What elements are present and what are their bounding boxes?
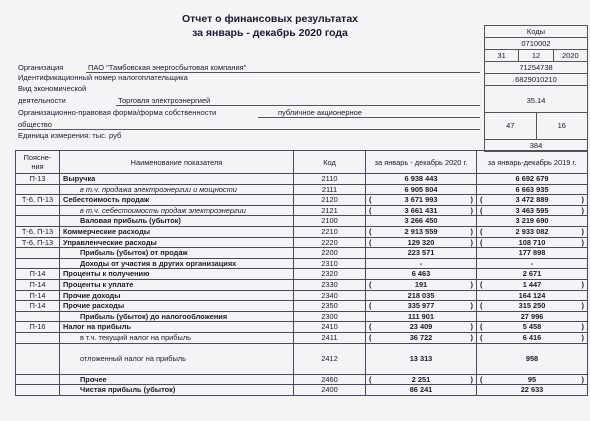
bracket-close: ) bbox=[470, 279, 473, 289]
row-value-2020 bbox=[366, 205, 477, 216]
value-text: - bbox=[530, 258, 534, 268]
row-code: 2111 bbox=[294, 184, 366, 195]
table-row bbox=[16, 226, 588, 237]
value-text: 27 996 bbox=[520, 311, 544, 321]
value-text: 3 661 431 bbox=[404, 205, 438, 215]
row-code: 2210 bbox=[294, 226, 366, 237]
value-text: 315 250 bbox=[518, 301, 546, 311]
row-value-2020 bbox=[366, 237, 477, 248]
row-value-2020 bbox=[366, 374, 477, 385]
row-value-2020 bbox=[366, 290, 477, 301]
code-okopf: 47 bbox=[485, 113, 537, 139]
row-name: Прибыль (убыток) от продаж bbox=[60, 248, 294, 259]
row-value-2019 bbox=[477, 248, 588, 259]
value-text: 129 320 bbox=[407, 237, 435, 247]
activity-label-1: Вид экономической bbox=[18, 84, 87, 93]
row-code: 2300 bbox=[294, 311, 366, 322]
table-row bbox=[16, 258, 588, 269]
value-text: 6 905 804 bbox=[404, 184, 438, 194]
row-value-2019 bbox=[477, 195, 588, 206]
title-line-1: Отчет о финансовых результатах bbox=[181, 13, 358, 25]
row-name: в т.ч. себестоимость продаж электроэнергии bbox=[60, 205, 294, 216]
row-value-2019 bbox=[477, 269, 588, 280]
row-value-2019 bbox=[477, 301, 588, 312]
value-text: 86 241 bbox=[409, 385, 433, 395]
value-text: 2 671 bbox=[522, 269, 542, 279]
bracket-open: ( bbox=[369, 195, 372, 205]
header-previous-period: за январь-декабрь 2019 г. bbox=[477, 151, 588, 174]
row-name: Налог на прибыль bbox=[60, 322, 294, 333]
value-text: 6 663 935 bbox=[515, 184, 549, 194]
bracket-open: ( bbox=[369, 301, 372, 311]
row-name: отложенный налог на прибыль bbox=[60, 343, 294, 374]
value-text: 95 bbox=[527, 374, 537, 384]
row-note bbox=[16, 184, 60, 195]
row-name: Проценты к уплате bbox=[60, 279, 294, 290]
row-code: 2310 bbox=[294, 258, 366, 269]
value-text: 3 472 889 bbox=[515, 195, 549, 205]
row-name: Прибыль (убыток) до налогообложения bbox=[60, 311, 294, 322]
table-row bbox=[16, 184, 588, 195]
bracket-close: ) bbox=[581, 279, 584, 289]
table-row bbox=[16, 290, 588, 301]
value-text: 164 124 bbox=[518, 290, 546, 300]
code-year: 2020 bbox=[561, 51, 579, 60]
header-name: Наименование показателя bbox=[60, 151, 294, 174]
row-code: 2410 bbox=[294, 322, 366, 333]
table-row bbox=[16, 343, 588, 374]
value-text: 36 722 bbox=[409, 332, 433, 342]
bracket-open: ( bbox=[369, 205, 372, 215]
bracket-close: ) bbox=[581, 301, 584, 311]
table-row bbox=[16, 237, 588, 248]
bracket-open: ( bbox=[369, 226, 372, 236]
bracket-close: ) bbox=[470, 332, 473, 342]
activity-value: Торговля электроэнергией bbox=[118, 96, 211, 105]
row-code: 2320 bbox=[294, 269, 366, 280]
unit-label: Единица измерения: тыс. руб bbox=[18, 131, 122, 140]
code-month: 12 bbox=[519, 50, 553, 61]
value-text: - bbox=[419, 258, 423, 268]
row-name: Прочие расходы bbox=[60, 301, 294, 312]
financial-results-table bbox=[15, 150, 588, 396]
bracket-close: ) bbox=[581, 332, 584, 342]
row-value-2019 bbox=[477, 290, 588, 301]
bracket-open: ( bbox=[480, 237, 483, 247]
table-row bbox=[16, 385, 588, 396]
value-text: 958 bbox=[525, 353, 539, 363]
value-text: 177 898 bbox=[518, 248, 546, 258]
bracket-open: ( bbox=[480, 226, 483, 236]
form-label-2: общество bbox=[18, 120, 52, 129]
header-code: Код bbox=[294, 151, 366, 174]
row-value-2019 bbox=[477, 237, 588, 248]
row-code: 2400 bbox=[294, 385, 366, 396]
row-code: 2340 bbox=[294, 290, 366, 301]
value-text: 1 447 bbox=[522, 279, 542, 289]
table-row bbox=[16, 374, 588, 385]
value-text: 3 463 595 bbox=[515, 205, 549, 215]
row-name: Чистая прибыль (убыток) bbox=[60, 385, 294, 396]
row-value-2019 bbox=[477, 184, 588, 195]
value-text: 335 977 bbox=[407, 301, 435, 311]
bracket-open: ( bbox=[480, 205, 483, 215]
table-row bbox=[16, 216, 588, 227]
bracket-open: ( bbox=[369, 322, 372, 332]
value-text: 6 463 bbox=[411, 269, 431, 279]
row-note bbox=[16, 311, 60, 322]
bracket-open: ( bbox=[480, 322, 483, 332]
bracket-open: ( bbox=[480, 301, 483, 311]
row-note: Т-6, П-13 bbox=[16, 226, 60, 237]
row-value-2020 bbox=[366, 248, 477, 259]
row-value-2020 bbox=[366, 332, 477, 343]
table-row bbox=[16, 322, 588, 333]
row-value-2020 bbox=[366, 279, 477, 290]
report-title bbox=[120, 12, 420, 40]
row-note: Т-6, П-13 bbox=[16, 195, 60, 206]
row-value-2020 bbox=[366, 174, 477, 185]
row-note: П-14 bbox=[16, 301, 60, 312]
row-value-2019 bbox=[477, 216, 588, 227]
code-inn: 6829010210 bbox=[485, 74, 587, 86]
row-value-2019 bbox=[477, 322, 588, 333]
row-value-2019 bbox=[477, 332, 588, 343]
row-value-2019 bbox=[477, 279, 588, 290]
row-note: П-16 bbox=[16, 322, 60, 333]
row-note bbox=[16, 258, 60, 269]
row-name: Проценты к получению bbox=[60, 269, 294, 280]
table-row bbox=[16, 205, 588, 216]
row-value-2019 bbox=[477, 226, 588, 237]
row-value-2019 bbox=[477, 343, 588, 374]
value-text: 3 266 450 bbox=[404, 216, 438, 226]
row-name: Валовая прибыль (убыток) bbox=[60, 216, 294, 227]
form-label-1: Организационно-правовая форма/форма собственности bbox=[18, 108, 217, 117]
table-header-row bbox=[16, 151, 588, 174]
bracket-close: ) bbox=[470, 205, 473, 215]
value-text: 3 671 993 bbox=[404, 195, 438, 205]
bracket-close: ) bbox=[470, 301, 473, 311]
row-value-2020 bbox=[366, 216, 477, 227]
value-text: 5 458 bbox=[522, 322, 542, 332]
code-okud: 0710002 bbox=[485, 38, 587, 50]
row-code: 2220 bbox=[294, 237, 366, 248]
row-value-2019 bbox=[477, 385, 588, 396]
value-text: 22 633 bbox=[520, 385, 544, 395]
row-note bbox=[16, 205, 60, 216]
bracket-open: ( bbox=[480, 374, 483, 384]
value-text: 6 416 bbox=[522, 332, 542, 342]
row-note: П-14 bbox=[16, 290, 60, 301]
inn-label: Идентификационный номер налогоплательщика bbox=[18, 73, 188, 82]
bracket-close: ) bbox=[581, 237, 584, 247]
bracket-open: ( bbox=[369, 237, 372, 247]
bracket-open: ( bbox=[369, 374, 372, 384]
row-code: 2121 bbox=[294, 205, 366, 216]
row-value-2020 bbox=[366, 301, 477, 312]
row-value-2019 bbox=[477, 174, 588, 185]
bracket-close: ) bbox=[581, 195, 584, 205]
row-note bbox=[16, 343, 60, 374]
row-note: П-14 bbox=[16, 269, 60, 280]
row-code: 2350 bbox=[294, 301, 366, 312]
row-code: 2200 bbox=[294, 248, 366, 259]
row-name: в т.ч. текущий налог на прибыль bbox=[60, 332, 294, 343]
bracket-close: ) bbox=[581, 226, 584, 236]
value-text: 6 692 679 bbox=[515, 174, 549, 183]
row-code: 2120 bbox=[294, 195, 366, 206]
row-value-2020 bbox=[366, 322, 477, 333]
table-row bbox=[16, 332, 588, 343]
table-body bbox=[16, 174, 588, 396]
bracket-open: ( bbox=[369, 332, 372, 342]
row-value-2019 bbox=[477, 311, 588, 322]
row-name: Прочие доходы bbox=[60, 290, 294, 301]
header-current-period: за январь - декабрь 2020 г. bbox=[366, 151, 477, 174]
value-text: 108 710 bbox=[518, 237, 546, 247]
row-value-2020 bbox=[366, 385, 477, 396]
value-text: 6 938 443 bbox=[404, 174, 438, 183]
bracket-close: ) bbox=[581, 374, 584, 384]
org-label: Организация bbox=[18, 63, 64, 72]
row-value-2020 bbox=[366, 258, 477, 269]
row-name: в т.ч. продажа электроэнергии и мощности bbox=[60, 184, 294, 195]
bracket-open: ( bbox=[480, 279, 483, 289]
title-line-2: за январь - декабрь 2020 года bbox=[192, 27, 348, 39]
table-row bbox=[16, 279, 588, 290]
row-note: П-14 bbox=[16, 279, 60, 290]
row-note bbox=[16, 248, 60, 259]
value-text: 218 035 bbox=[407, 290, 435, 300]
bracket-close: ) bbox=[581, 205, 584, 215]
table-row bbox=[16, 301, 588, 312]
value-text: 111 901 bbox=[408, 311, 434, 321]
code-okei: 384 bbox=[529, 141, 543, 150]
value-text: 13 313 bbox=[409, 353, 433, 363]
code-okved: 35.14 bbox=[485, 86, 587, 113]
code-day: 31 bbox=[485, 50, 519, 61]
row-name: Управленческие расходы bbox=[60, 237, 294, 248]
table-row bbox=[16, 311, 588, 322]
bracket-close: ) bbox=[470, 374, 473, 384]
row-name: Доходы от участия в других организациях bbox=[60, 258, 294, 269]
form-value: публичное акционерное bbox=[278, 108, 362, 117]
bracket-open: ( bbox=[369, 279, 372, 289]
table-row bbox=[16, 248, 588, 259]
row-value-2020 bbox=[366, 269, 477, 280]
code-okpo: 71254738 bbox=[485, 62, 587, 74]
table-row bbox=[16, 174, 588, 185]
row-note: П-13 bbox=[16, 174, 60, 185]
row-value-2020 bbox=[366, 195, 477, 206]
row-note bbox=[16, 332, 60, 343]
value-text: 2 913 559 bbox=[404, 226, 438, 236]
row-value-2020 bbox=[366, 184, 477, 195]
value-text: 23 409 bbox=[409, 322, 433, 332]
row-value-2020 bbox=[366, 343, 477, 374]
codes-box bbox=[484, 25, 588, 152]
org-value: ПАО "Тамбовская энергосбытовая компания" bbox=[88, 63, 247, 72]
bracket-open: ( bbox=[480, 195, 483, 205]
code-okfs: 16 bbox=[557, 121, 566, 130]
activity-label-2: деятельности bbox=[18, 96, 66, 105]
form-underline-2 bbox=[18, 129, 480, 130]
bracket-close: ) bbox=[470, 195, 473, 205]
row-code: 2110 bbox=[294, 174, 366, 185]
row-note bbox=[16, 385, 60, 396]
value-text: 3 219 690 bbox=[515, 216, 549, 226]
bracket-close: ) bbox=[581, 322, 584, 332]
row-note: Т-6, П-13 bbox=[16, 237, 60, 248]
row-value-2019 bbox=[477, 205, 588, 216]
row-name: Коммерческие расходы bbox=[60, 226, 294, 237]
row-note bbox=[16, 216, 60, 227]
code-okopf-okfs bbox=[485, 113, 587, 140]
bracket-close: ) bbox=[470, 237, 473, 247]
row-value-2019 bbox=[477, 374, 588, 385]
row-value-2020 bbox=[366, 311, 477, 322]
row-code: 2330 bbox=[294, 279, 366, 290]
row-code: 2100 bbox=[294, 216, 366, 227]
row-name: Себестоимость продаж bbox=[60, 195, 294, 206]
code-date bbox=[485, 50, 587, 62]
row-note bbox=[16, 374, 60, 385]
table-row bbox=[16, 269, 588, 280]
value-text: 223 571 bbox=[407, 248, 435, 258]
activity-underline bbox=[116, 105, 480, 106]
bracket-close: ) bbox=[470, 322, 473, 332]
value-text: 2 933 082 bbox=[515, 226, 549, 236]
row-code: 2460 bbox=[294, 374, 366, 385]
header-note: Поясне-ния bbox=[16, 151, 60, 174]
value-text: 2 251 bbox=[411, 374, 431, 384]
row-name: Прочее bbox=[60, 374, 294, 385]
row-name: Выручка bbox=[60, 174, 294, 185]
form-underline bbox=[258, 117, 480, 118]
row-value-2019 bbox=[477, 258, 588, 269]
bracket-open: ( bbox=[480, 332, 483, 342]
bracket-close: ) bbox=[470, 226, 473, 236]
row-code: 2411 bbox=[294, 332, 366, 343]
row-value-2020 bbox=[366, 226, 477, 237]
codes-label: Коды bbox=[485, 26, 587, 38]
table-row bbox=[16, 195, 588, 206]
row-code: 2412 bbox=[294, 343, 366, 374]
value-text: 191 bbox=[414, 279, 428, 289]
